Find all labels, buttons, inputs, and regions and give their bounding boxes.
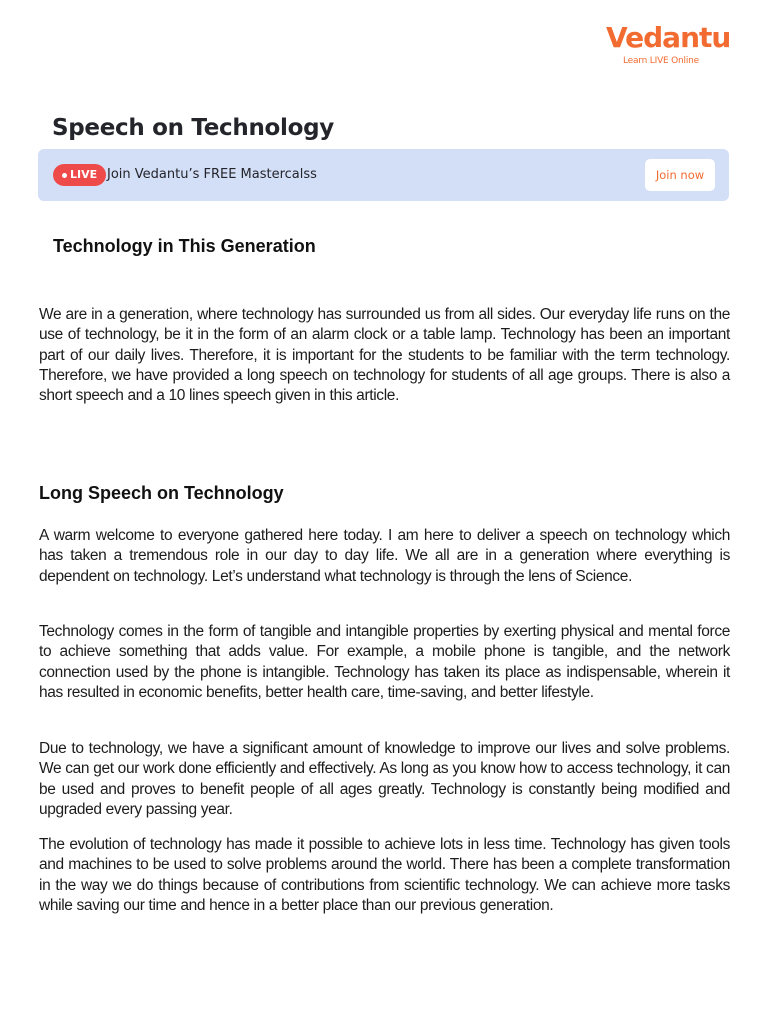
paragraph-knowledge: Due to technology, we have a significant amount of knowledge to improve our lives and solve problems. We can get our work done efficiently and effectively. As long as you know how to access technology, it can be used and proves to benefit people of all ages greatly. Technology is constantly being modified and upgraded every passing year.: [39, 740, 730, 818]
page-title: Speech on Technology: [52, 115, 334, 141]
join-now-button[interactable]: Join now: [645, 159, 715, 191]
masterclass-banner: [38, 149, 729, 201]
logo-tagline: Learn LIVE Online: [622, 56, 700, 66]
banner-text: Join Vedantu’s FREE Mastercalss: [107, 167, 317, 182]
paragraph-welcome: A warm welcome to everyone gathered here today. I am here to deliver a speech on technology which has taken a tremendous role in our day to day life. We all are in a generation where everything is dependent on technology. Let’s understand what technology is through the lens of Science.: [39, 527, 730, 585]
vedantu-logo[interactable]: [606, 21, 731, 66]
paragraph-tangible: Technology comes in the form of tangible and intangible properties by exerting physical and mental force to achieve something that adds value. For example, a mobile phone is tangible, and the network connection used by the phone is intangible. Technology has taken its place as indispensable, wherein it has resulted in economic benefits, better health care, time-saving, and better lifestyle.: [39, 623, 730, 701]
section-heading-long-speech: Long Speech on Technology: [39, 483, 284, 503]
logo-wordmark: Vedantu: [606, 21, 731, 54]
section-heading-generation: Technology in This Generation: [53, 236, 316, 256]
live-badge-label: LIVE: [70, 168, 98, 181]
live-badge: [53, 164, 106, 186]
paragraph-evolution: The evolution of technology has made it possible to achieve lots in less time. Technology has given tools and machines to be used to solve problems around the world. There has been a complete transformation in the way we do things because of contributions from scientific technology. We can achieve more tasks while saving our time and hence in a better place than our previous generation.: [39, 836, 730, 914]
live-dot-icon: [62, 173, 67, 178]
paragraph-intro: We are in a generation, where technology has surrounded us from all sides. Our everyday life runs on the use of technology, be it in the form of an alarm clock or a table lamp. Technology has been an important part of our daily lives. Therefore, it is important for the students to be familiar with the term technology. Therefore, we have provided a long speech on technology for students of all age groups. There is also a short speech and a 10 lines speech given in this article.: [39, 306, 730, 405]
